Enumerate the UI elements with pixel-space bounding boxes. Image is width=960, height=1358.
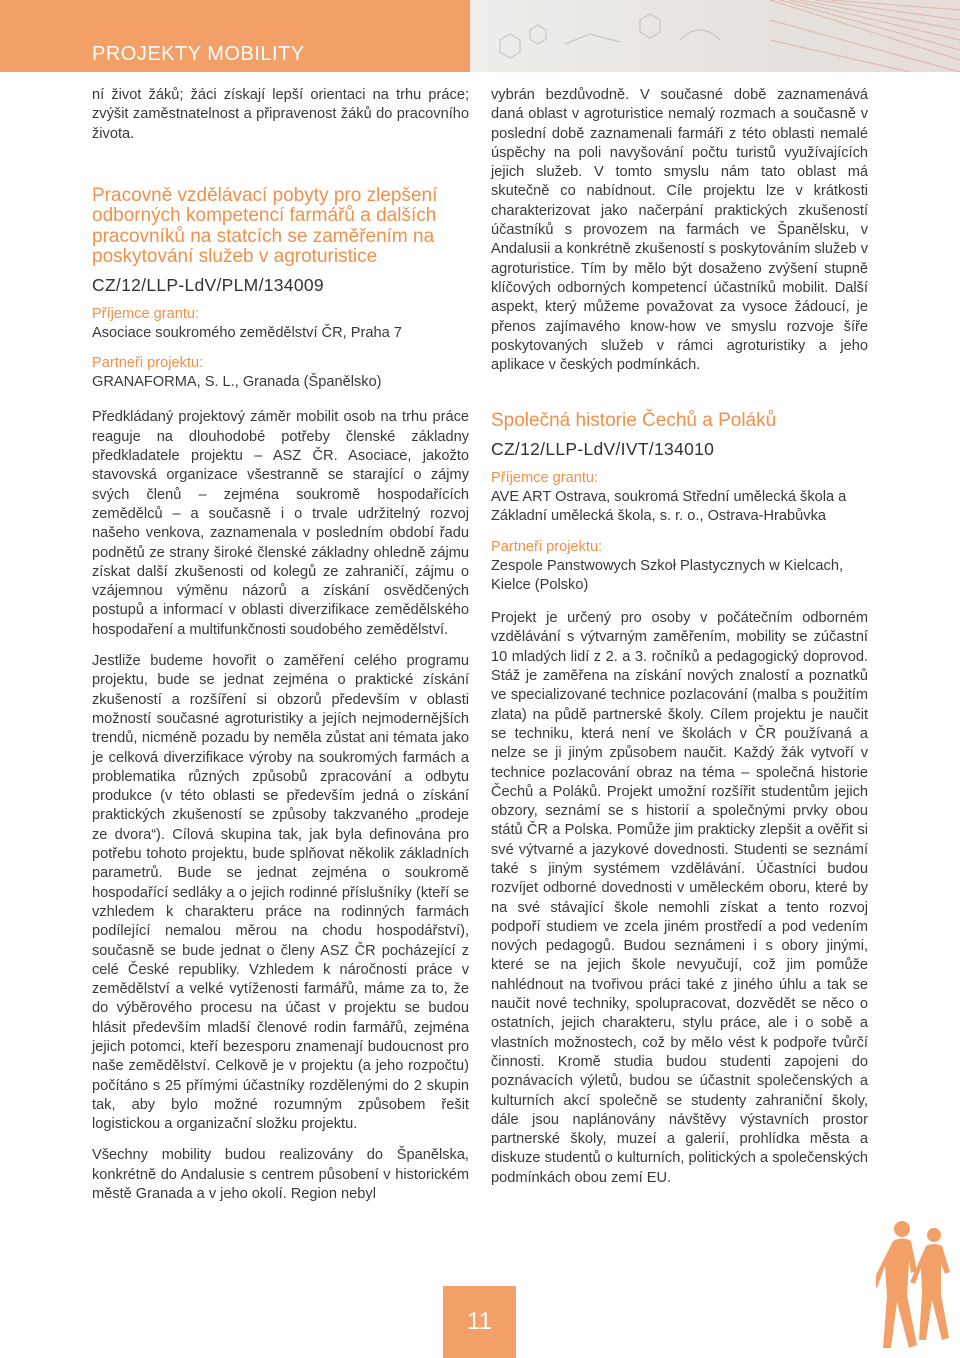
project-title: Pracovně vzdělávací pobyty pro zlepšení odborných kompetencí farmářů a dalších pracovníků na statcích se zaměřením na poskytování služeb v agroturistice bbox=[92, 184, 438, 268]
body-paragraph: Všechny mobility budou realizovány do Španělska, konkrétně do Andalusie s centrem působení v historickém městě Granada a v jeho okolí. Region nebyl bbox=[92, 1147, 469, 1203]
body-paragraph: Projekt je určený pro osoby v počátečním odborném vzdělávání s výtvarným zaměřením, mobility se zúčastní 10 mladých lidí z 2. a 3. ročníků a pedagogický doprovod. Stáž je zaměřena na získání nových znalostí a poznatků ve specializované technice pozlacování (malba s použitím zlata) na půdě partnerské školy. Cílem projektu je naučit se techniku, která není ve školách v ČR používaná a nelze se ji jiným způsobem naučit. Každý žák vytvoří v technice pozlacování obraz na téma – společná historie Čechů a Poláků. Projekt umožní rozšířit studentům jejich obzory, seznámí se s historií a společnými prvky obou států ČR a Polska. Pomůže jim prakticky zlepšit a ověřit si své výtvarné a jazykové dovednosti. Studenti se seznámí také s jiným systémem vzdělávání. Účastníci budou rozvíjet odborné dovednosti v uměleckém oboru, které by na své stávající škole nemohli získat a tento rozvoj podpoří studiem ve zcela jiném prostředí a pod vedením nových pedagogů. Budou seznámeni i s obory jinými, které se na jejich škole nevyučují, což jim pomůže nahlédnout na tvořivou práci také z jiného úhlu a tak se naučit nové techniky, spolupracovat, dozvědět se něco o ostatních, jejich charakteru, stylu práce, ale i o sobě a vlastních možnostech, což by mělo vést k podpoře tvůrčí činnosti. Kromě studia budou studenti zapojeni do poznávacích výletů, budou se účastnit společenských a kulturních akcí společně se studenty zahraniční školy, dále jsou naplánovány návštěvy výstavních prostor partnerské školy, muzeí a galerií, prohlídka města a diskuze studentů o kulturních, politických a společenských podmínkách obou zemí EU. bbox=[491, 610, 868, 1186]
page-number: 11 bbox=[467, 1308, 492, 1335]
partners-value: Zespole Panstwowych Szkoł Plastycznych w Kielcach, Kielce (Polsko) bbox=[491, 557, 844, 593]
project-code: CZ/12/LLP-LdV/PLM/134009 bbox=[92, 274, 324, 295]
intro-paragraph: ní život žáků; žáci získají lepší orientaci na trhu práce; zvýšit zaměstnatelnost a připravenost žáků do pracovního života. bbox=[92, 87, 469, 142]
continuation-paragraph: vybrán bezdůvodně. V současné době zaznamenává daná oblast v agroturistice nemalý rozmach a současně v poslední době zaznamenali farmáři z této oblasti nemalé úspěchy na poli navyšování počtu turistů využívajících jejich služeb. V tomto smyslu nám tato oblast má skutečně co nabídnout. Cíle projektu lze v krátkosti charakterizovat jako načerpání praktických zkušeností účastníků s provozem na farmách ve Španělsku, v Andalusii a konkrétně zkušeností s poskytováním služeb v agroturistice. Tím by mělo být dosaženo zvýšení stupně klíčových odborných kompetencí účastníků mobilit. Další aspekt, který můžeme považovat za vysoce žádoucí, je přenos zajímavého know-how ve smyslu rozvoje šíře poskytovaných služeb v rámci agroturistiky a jeho aplikace v českých podmínkách. bbox=[491, 87, 868, 374]
project-title: Společná historie Čechů a Poláků bbox=[491, 410, 777, 432]
recipient-label: Příjemce grantu: bbox=[491, 469, 599, 486]
left-column bbox=[92, 86, 469, 1204]
partners-value: GRANAFORMA, S. L., Granada (Španělsko) bbox=[92, 374, 382, 391]
recipient-label: Příjemce grantu: bbox=[92, 305, 200, 322]
page-number-box bbox=[443, 1286, 516, 1358]
walking-people-icon bbox=[876, 1215, 960, 1358]
recipient-value: Asociace soukromého zemědělství ČR, Praha 7 bbox=[92, 324, 402, 341]
partners-label: Partneři projektu: bbox=[491, 538, 603, 555]
recipient-value: AVE ART Ostrava, soukromá Střední umělecká škola a Základní umělecká škola, s. r. o., Ostrava-Hrabůvka bbox=[491, 488, 847, 525]
header-bar bbox=[0, 0, 470, 72]
right-column bbox=[491, 86, 868, 1188]
project-code: CZ/12/LLP-LdV/IVT/134010 bbox=[491, 438, 715, 459]
header-decorative-photo bbox=[470, 0, 960, 72]
body-paragraph: Předkládaný projektový záměr mobilit osob na trhu práce reaguje na dlouhodobé potřeby členské základny předkladatele projektu – ASZ ČR. Asociace, jakožto stavovská organizace všestranně se starající o zájmy svých členů – zejména soukromě hospodařících zemědělců – a současně i o trvale udržitelný rozvoj našeho venkova, zaznamenala v posledním období řadu podnětů ze strany široké členské základny ohledně zájmu získat další zkušenosti od kolegů ze zahraničí, zájmu o vzájemnou výměnu názorů a získání osvědčených postupů a informací v oblasti diverzifikace zemědělského hospodaření a multifunkčnosti soudobého zemědělství. bbox=[92, 409, 469, 638]
chemistry-sketch-illustration bbox=[470, 0, 960, 72]
body-paragraph: Jestliže budeme hovořit o zaměření celého programu projektu, bude se jednat zejména o praktické získání zkušeností a rozšíření si obzorů především v oblasti možností současné agroturistiky a jejích nejmodernějších trendů, nicméně pozadu by neměla zůstat ani témata jako je celková diverzifikace výroby na soukromých farmách a problematika různých způsobů zpracování a odbytu produkce (v této oblasti se především jedná o získání praktických zkušeností se způsoby takzvaného „prodeje ze dvora“). Cílová skupina tak, jak byla definována pro potřebu tohoto projektu, bude splňovat několik základních parametrů. Bude se jednat zejména o soukromě hospodařící sedláky a o jejich rodinné příslušníky (kteří se vzhledem k charakteru práce na rodinných farmách podílející nemalou měrou na chodu hospodářství), současně se bude jednat o členy ASZ ČR pocházející z celé České republiky. Vzhledem k náročnosti práce v zemědělství a velké vytíženosti farmářů, máme za to, že do výběrového procesu na účast v projektu se budou hlásit především mladší členové rodin farmářů, zejména jejich potomci, kteří bezesporu znamenají budoucnost pro naše zemědělství. Celkově je v projektu (a jeho rozpočtu) počítáno s 25 přímými účastníky rozdělenými do 2 skupin tak, aby bylo možné rozumným způsobem řešit logistickou a organizační složku projektu. bbox=[92, 653, 469, 1133]
partners-label: Partneři projektu: bbox=[92, 355, 204, 372]
section-title: PROJEKTY MOBILITY bbox=[92, 43, 305, 65]
